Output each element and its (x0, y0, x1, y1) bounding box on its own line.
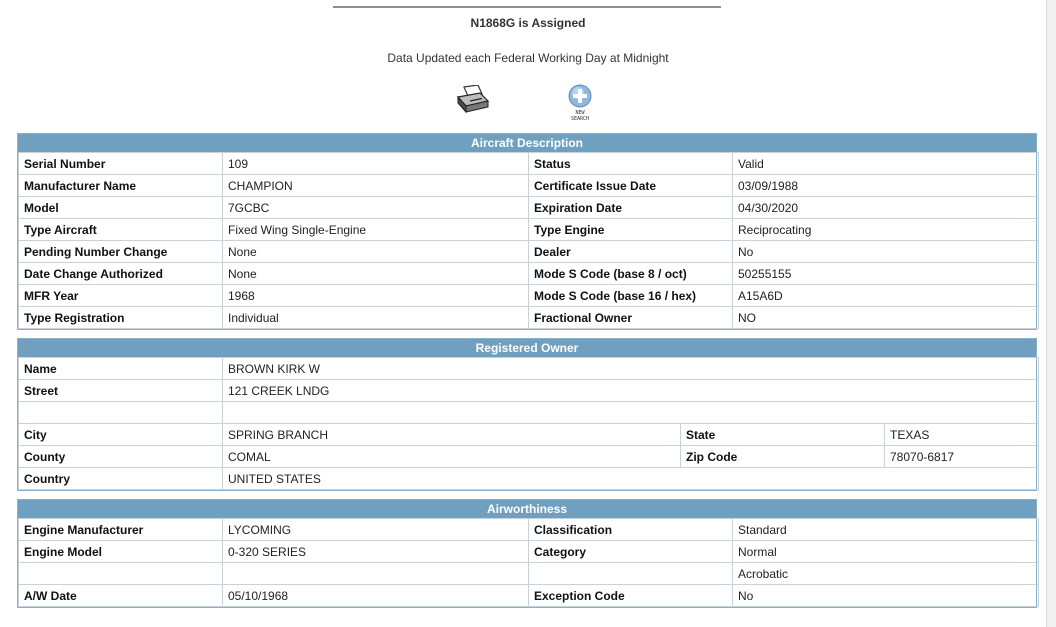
table-row (19, 307, 1039, 329)
owner-zip-value: 78070-6817 (885, 446, 1039, 468)
registered-owner-section (17, 338, 1037, 491)
aircraft-label-l1: Model (19, 197, 223, 219)
airworthiness-value-v2: Acrobatic (733, 563, 1039, 585)
airworthiness-label-l2: Classification (529, 519, 733, 541)
table-row (19, 446, 1039, 468)
airworthiness-label-l1: A/W Date (19, 585, 223, 607)
aircraft-label-l2: Mode S Code (base 8 / oct) (529, 263, 733, 285)
aircraft-label-l2: Certificate Issue Date (529, 175, 733, 197)
svg-text:NEW: NEW (575, 110, 585, 116)
owner-state-label: State (681, 424, 885, 446)
aircraft-label-l1: Manufacturer Name (19, 175, 223, 197)
airworthiness-label-l2: Category (529, 541, 733, 563)
owner-county-label: County (19, 446, 223, 468)
aircraft-value-v1: Individual (223, 307, 529, 329)
aircraft-label-l2: Status (529, 153, 733, 175)
new-search-icon[interactable] (565, 84, 597, 122)
aircraft-label-l2: Mode S Code (base 16 / hex) (529, 285, 733, 307)
aircraft-description-table (18, 152, 1039, 329)
aircraft-value-v2: No (733, 241, 1039, 263)
owner-city-value: SPRING BRANCH (223, 424, 681, 446)
table-row (19, 241, 1039, 263)
table-row (19, 285, 1039, 307)
airworthiness-label-l2: Exception Code (529, 585, 733, 607)
airworthiness-label-l1: Engine Manufacturer (19, 519, 223, 541)
owner-street-value: 121 CREEK LNDG (223, 380, 1039, 402)
aircraft-label-l2: Expiration Date (529, 197, 733, 219)
aircraft-label-l1: Date Change Authorized (19, 263, 223, 285)
aircraft-label-l2: Fractional Owner (529, 307, 733, 329)
aircraft-label-l2: Dealer (529, 241, 733, 263)
aircraft-value-v1: 7GCBC (223, 197, 529, 219)
svg-text:SEARCH: SEARCH (570, 116, 590, 122)
aircraft-value-v1: 1968 (223, 285, 529, 307)
owner-city-label: City (19, 424, 223, 446)
aircraft-value-v1: None (223, 263, 529, 285)
aircraft-value-v2: Reciprocating (733, 219, 1039, 241)
owner-county-value: COMAL (223, 446, 681, 468)
table-row (19, 519, 1039, 541)
aircraft-value-v2: A15A6D (733, 285, 1039, 307)
table-row (19, 175, 1039, 197)
owner-street-label: Street (19, 380, 223, 402)
table-row (19, 563, 1039, 585)
airworthiness-table (18, 518, 1039, 607)
airworthiness-value-v2: No (733, 585, 1039, 607)
aircraft-value-v2: 03/09/1988 (733, 175, 1039, 197)
airworthiness-value-v2: Normal (733, 541, 1039, 563)
airworthiness-section (17, 499, 1037, 608)
aircraft-description-section (17, 133, 1037, 330)
aircraft-value-v2: NO (733, 307, 1039, 329)
registered-owner-table (18, 357, 1039, 490)
aircraft-value-v1: CHAMPION (223, 175, 529, 197)
owner-zip-label: Zip Code (681, 446, 885, 468)
airworthiness-label-l2 (529, 563, 733, 585)
owner-name-value: BROWN KIRK W (223, 358, 1039, 380)
airworthiness-label-l1: Engine Model (19, 541, 223, 563)
aircraft-value-v1: None (223, 241, 529, 263)
table-row (19, 358, 1039, 380)
aircraft-label-l1: Type Registration (19, 307, 223, 329)
aircraft-value-v2: Valid (733, 153, 1039, 175)
table-row (19, 219, 1039, 241)
top-divider (333, 6, 721, 8)
aircraft-label-l1: Pending Number Change (19, 241, 223, 263)
table-row (19, 541, 1039, 563)
owner-country-value: UNITED STATES (223, 468, 1039, 490)
table-row (19, 153, 1039, 175)
owner-country-label: Country (19, 468, 223, 490)
table-row (19, 468, 1039, 490)
aircraft-label-l1: Serial Number (19, 153, 223, 175)
owner-name-label: Name (19, 358, 223, 380)
airworthiness-value-v2: Standard (733, 519, 1039, 541)
table-row (19, 197, 1039, 219)
aircraft-value-v2: 50255155 (733, 263, 1039, 285)
table-row (19, 424, 1039, 446)
printer-icon[interactable] (456, 85, 490, 115)
window-scrollbar[interactable] (1046, 0, 1056, 627)
airworthiness-value-v1 (223, 563, 529, 585)
page-subtitle: Data Updated each Federal Working Day at Midnight (387, 51, 669, 65)
aircraft-value-v1: Fixed Wing Single-Engine (223, 219, 529, 241)
owner-state-value: TEXAS (885, 424, 1039, 446)
owner-street2-label (19, 402, 223, 424)
aircraft-label-l1: MFR Year (19, 285, 223, 307)
table-row (19, 402, 1039, 424)
airworthiness-heading: Airworthiness (18, 500, 1036, 518)
table-row (19, 380, 1039, 402)
airworthiness-value-v1: 0-320 SERIES (223, 541, 529, 563)
aircraft-label-l2: Type Engine (529, 219, 733, 241)
page-title: N1868G is Assigned (470, 16, 586, 30)
airworthiness-value-v1: 05/10/1968 (223, 585, 529, 607)
table-row (19, 263, 1039, 285)
airworthiness-label-l1 (19, 563, 223, 585)
aircraft-description-heading: Aircraft Description (18, 134, 1036, 152)
aircraft-value-v2: 04/30/2020 (733, 197, 1039, 219)
registered-owner-heading: Registered Owner (18, 339, 1036, 357)
table-row (19, 585, 1039, 607)
aircraft-label-l1: Type Aircraft (19, 219, 223, 241)
airworthiness-value-v1: LYCOMING (223, 519, 529, 541)
owner-street2-value (223, 402, 1039, 424)
aircraft-value-v1: 109 (223, 153, 529, 175)
